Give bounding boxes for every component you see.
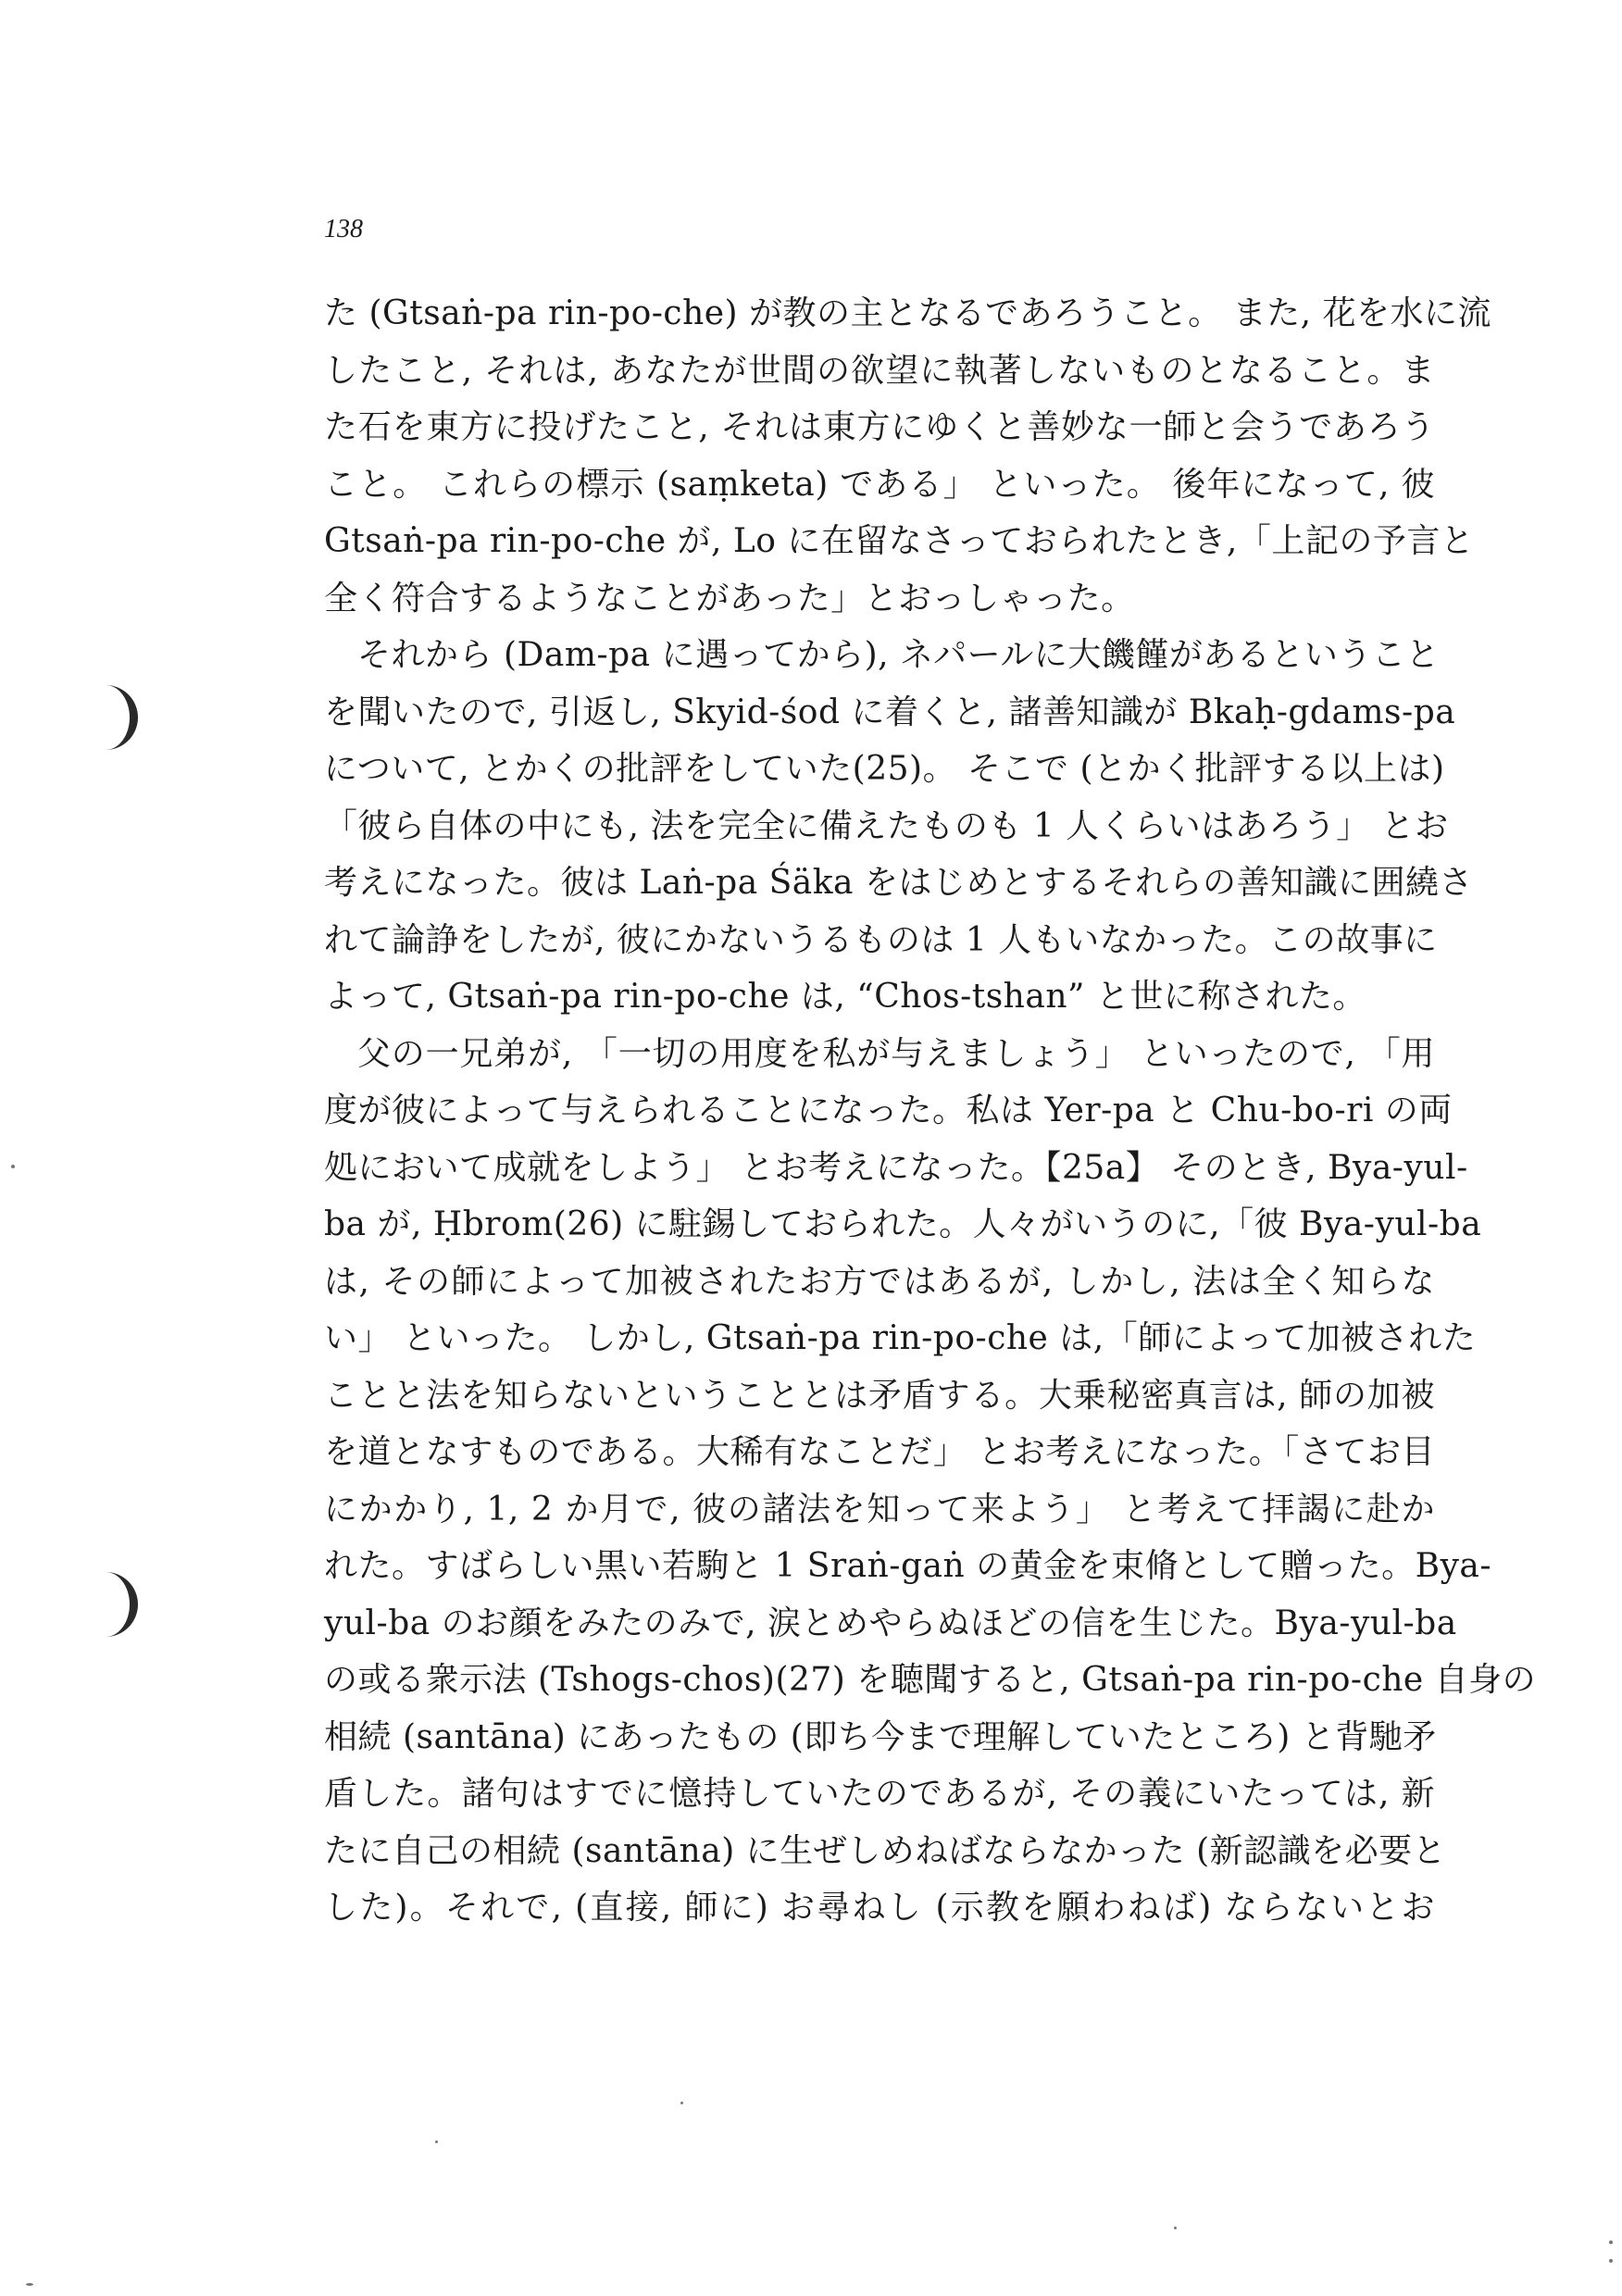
text-line: した)。それで, (直接, 師に) お尋ねし (示教を願わねば) ならないとお	[324, 1889, 1435, 1927]
text-line: 「彼ら自体の中にも, 法を完全に備えたものも 1 人くらいはあろう」 とお	[324, 806, 1449, 845]
text-line: を道となすものである。大稀有なことだ」 とお考えになった。「さてお目	[324, 1433, 1435, 1471]
text-line: 度が彼によって与えられることになった。私は Yer-pa と Chu-bo-ri の両	[324, 1092, 1453, 1129]
body-text	[324, 285, 1537, 1937]
text-line: 考えになった。彼は Laṅ-pa Śäka をはじめとするそれらの善知識に囲繞さ	[324, 864, 1473, 902]
text-line: 処において成就をしよう」 とお考えになった。【25a】 そのとき, Bya-yul-	[324, 1148, 1468, 1187]
paragraph-start-line: それから (Dam-pa に遇ってから), ネパールに大饑饉があるということ	[357, 636, 1440, 674]
text-line: た (Gtsaṅ-pa rin-po-che) が教の主となるであろうこと。 また, 花を水に流	[324, 294, 1492, 332]
text-line: た石を東方に投げたこと, それは東方にゆくと善妙な一師と会うであろう	[324, 408, 1435, 446]
text-line: を聞いたので, 引返し, Skyid-śod に着くと, 諸善知識が Bkaḥ-gdams-pa	[324, 693, 1456, 731]
text-line: について, とかくの批評をしていた(25)。 そこで (とかく批評する以上は)	[324, 750, 1445, 788]
scan-speck	[1174, 2227, 1177, 2229]
text-line: い」 といった。 しかし, Gtsaṅ-pa rin-po-che は,「師によって加被された	[324, 1319, 1477, 1357]
text-line: の或る衆示法 (Tshogs-chos)(27) を聴聞すると, Gtsaṅ-pa rin-po-che 自身の	[324, 1661, 1537, 1699]
text-line: yul-ba のお顔をみたのみで, 涙とめやらぬほどの信を生じた。Bya-yul-ba	[324, 1603, 1457, 1642]
text-line: よって, Gtsaṅ-pa rin-po-che は, “Chos-tshan” と世に称された。	[324, 978, 1366, 1016]
text-line: 相続 (santāna) にあったもの (即ち今まで理解していたところ) と背馳矛	[324, 1717, 1437, 1756]
text-line: したこと, それは, あなたが世間の欲望に執著しないものとなること。ま	[324, 351, 1435, 390]
text-line: れて論諍をしたが, 彼にかないうるものは 1 人もいなかった。この故事に	[324, 920, 1438, 959]
text-line: にかかり, 1, 2 か月で, 彼の諸法を知って来よう」 と考えて拝謁に赴か	[324, 1490, 1435, 1529]
scan-speck	[1609, 2240, 1613, 2244]
text-line: ba が, Ḥbrom(26) に駐錫しておられた。人々がいうのに,「彼 Bya-yul-ba	[324, 1205, 1482, 1243]
text-line: Gtsaṅ-pa rin-po-che が, Lo に在留なさっておられたとき,「上記の予言と	[324, 522, 1475, 560]
scan-speck	[26, 2283, 33, 2286]
text-line: こと。 これらの標示 (saṃketa) である」 といった。 後年になって, 彼	[324, 465, 1435, 504]
page-number: 138	[324, 215, 363, 243]
text-line: たに自己の相続 (santāna) に生ぜしめねばならなかった (新認識を必要と	[324, 1831, 1447, 1870]
scan-speck	[1609, 2259, 1613, 2263]
binding-hole-mark	[106, 685, 138, 750]
scan-speck	[11, 1165, 15, 1168]
text-line: 全く符合するようなことがあった」とおっしゃった。	[324, 579, 1135, 618]
text-line: れた。すばらしい黒い若駒と 1 Sraṅ-gaṅ の黄金を束脩として贈った。Bya-	[324, 1547, 1492, 1585]
binding-hole-mark	[106, 1572, 138, 1637]
paragraph-start-line: 父の一兄弟が, 「一切の用度を私が与えましょう」 といったので, 「用	[357, 1034, 1435, 1073]
scan-speck	[435, 2140, 438, 2143]
text-line: は, その師によって加被されたお方ではあるが, しかし, 法は全く知らな	[324, 1262, 1435, 1301]
text-line: ことと法を知らないということとは矛盾する。大乗秘密真言は, 師の加被	[324, 1376, 1435, 1415]
text-line: 盾した。諸句はすでに憶持していたのであるが, その義にいたっては, 新	[324, 1775, 1435, 1813]
scan-speck	[680, 2102, 683, 2104]
